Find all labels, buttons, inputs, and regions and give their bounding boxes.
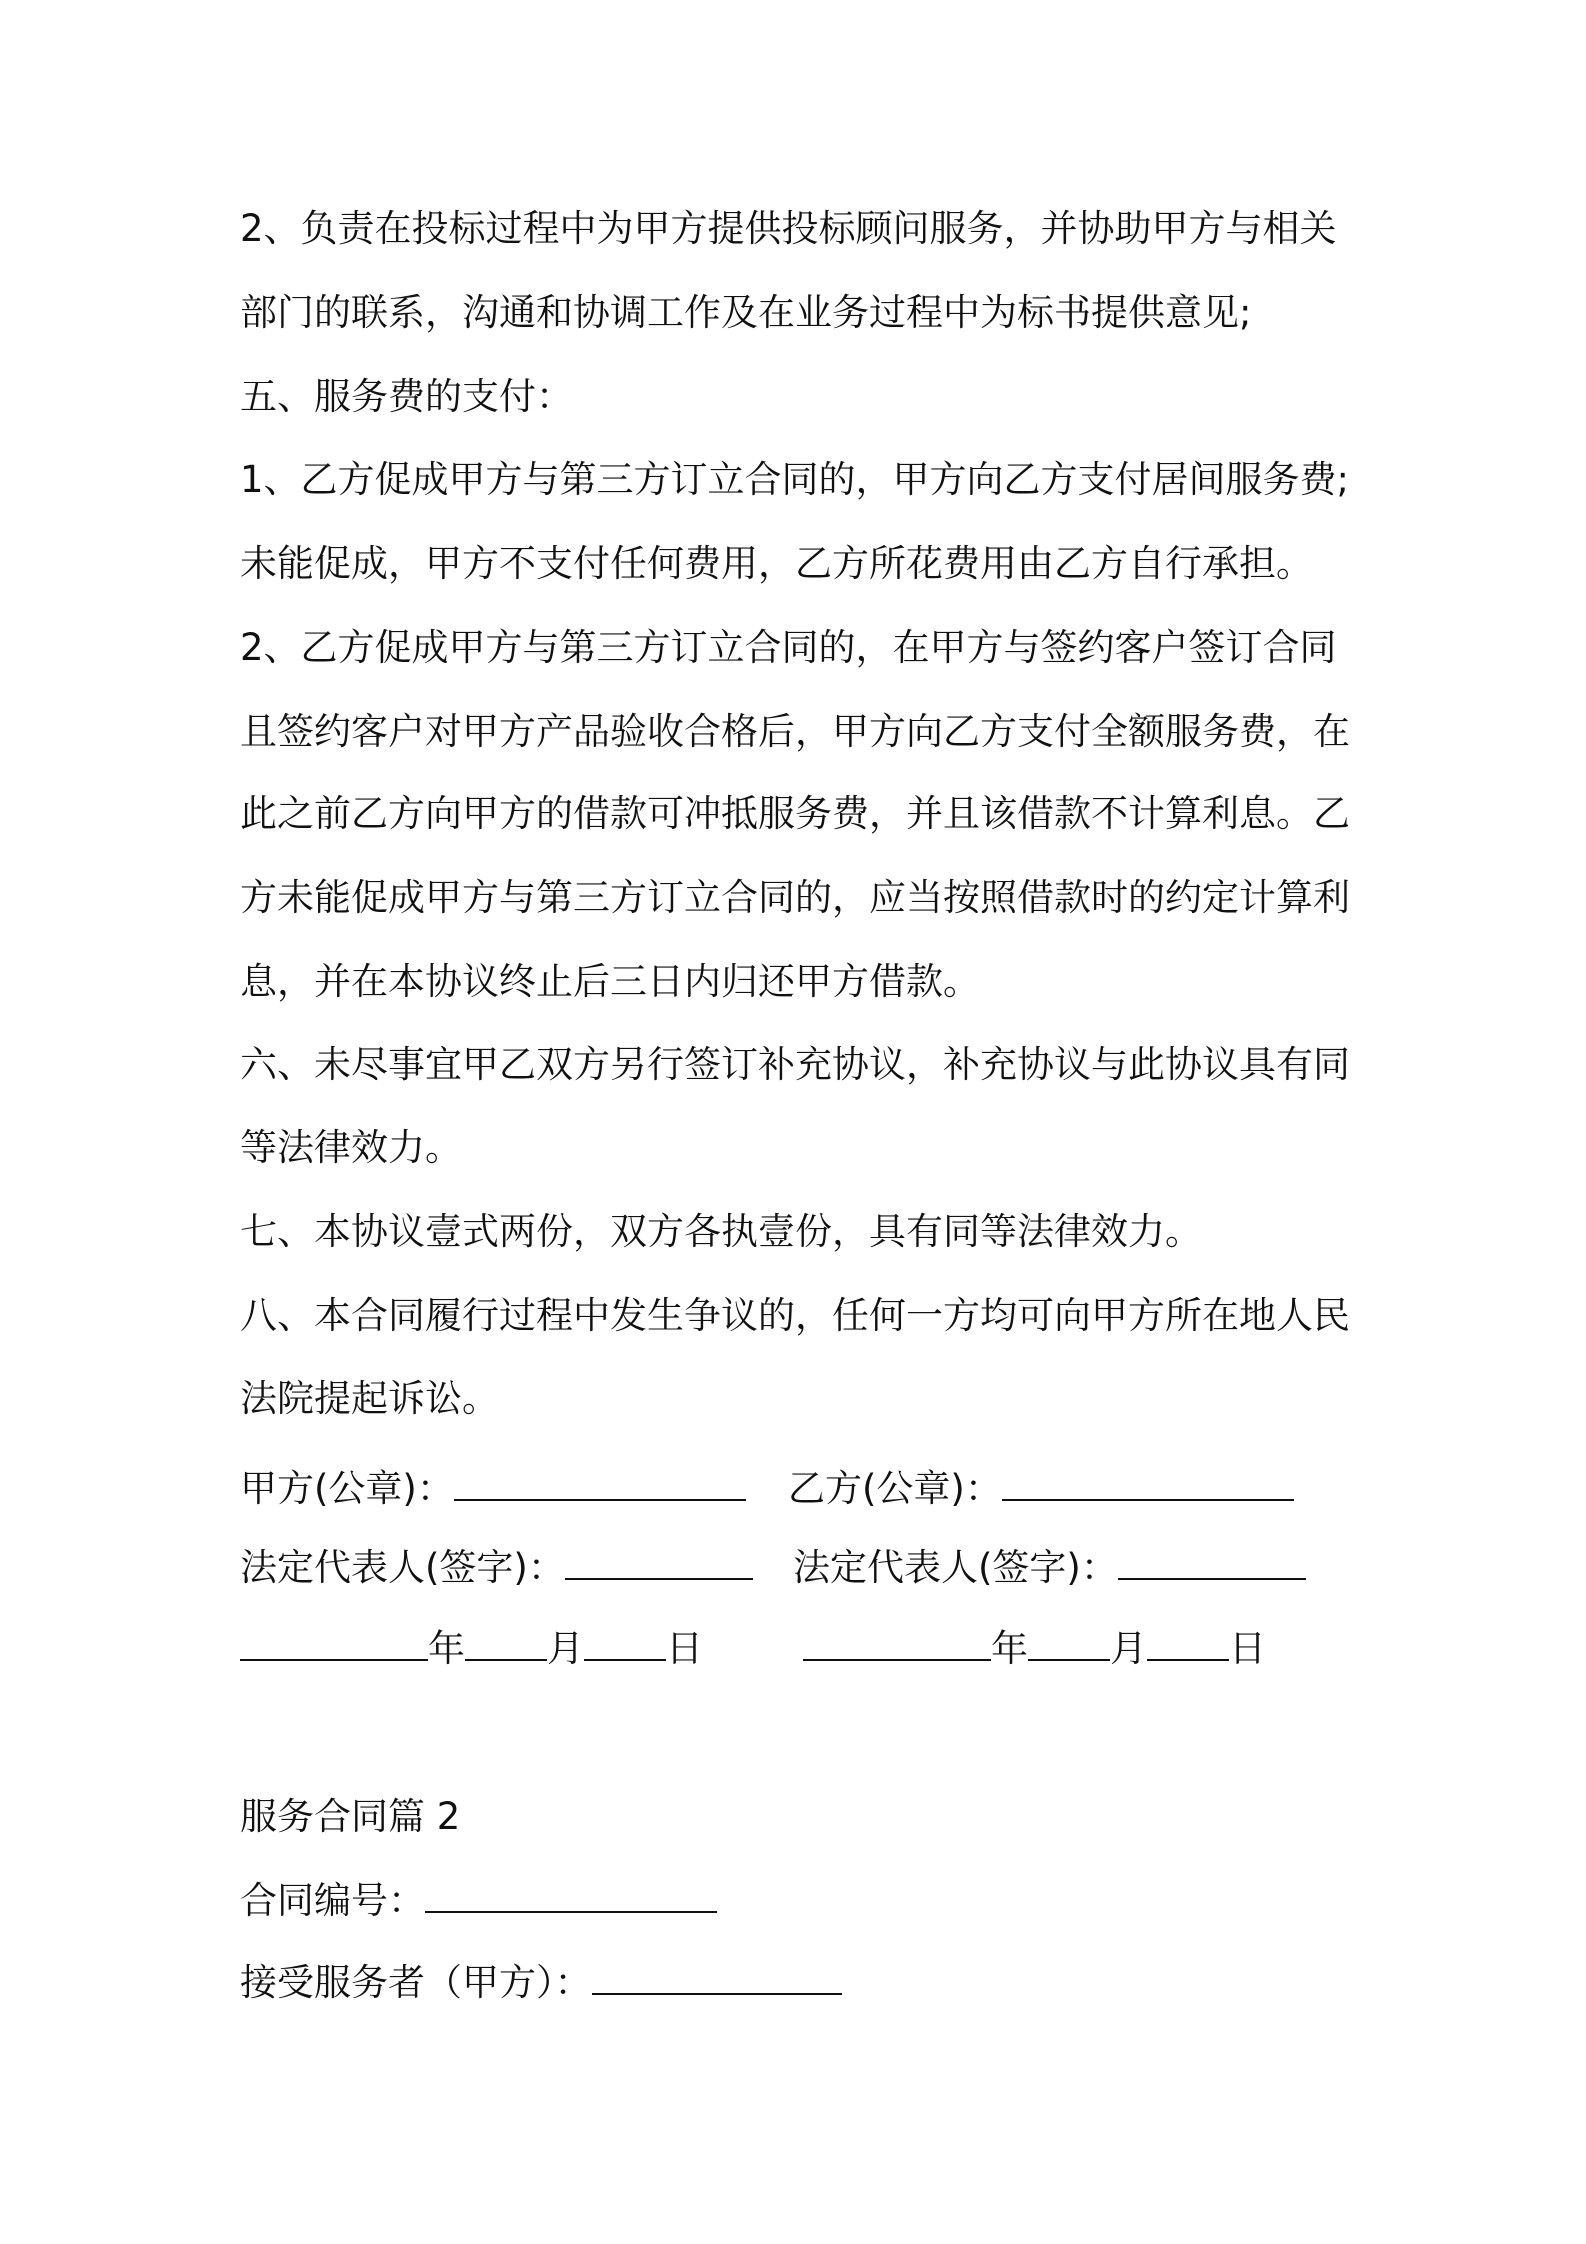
month-label: 月	[547, 1627, 584, 1670]
paragraph-line: 等法律效力。	[240, 1126, 462, 1169]
service-receiver-blank[interactable]	[592, 1959, 842, 1995]
party-b-seal-label: 乙方(公章)：	[788, 1467, 1002, 1510]
paragraph-line: 1、乙方促成甲方与第三方订立合同的，甲方向乙方支付居间服务费;	[240, 458, 1350, 501]
party-b-rep-blank[interactable]	[1118, 1544, 1306, 1580]
paragraph-line: 七、本协议壹式两份，双方各执壹份，具有同等法律效力。	[240, 1210, 1202, 1253]
party-a-date-row	[240, 1624, 703, 1674]
contract-number-blank[interactable]	[425, 1877, 717, 1913]
document-page	[240, 0, 1360, 2244]
month-label: 月	[1110, 1627, 1147, 1670]
section-title: 服务合同篇 2	[240, 1795, 461, 1838]
party-a-seal-label: 甲方(公章)：	[240, 1467, 454, 1510]
year-label: 年	[428, 1627, 465, 1670]
paragraph-line: 法院提起诉讼。	[240, 1377, 499, 1420]
party-b-date-row	[803, 1624, 1266, 1674]
party-a-seal-row	[240, 1464, 746, 1514]
paragraph-line: 未能促成，甲方不支付任何费用，乙方所花费用由乙方自行承担。	[240, 542, 1313, 585]
section-heading: 五、服务费的支付：	[240, 375, 573, 418]
party-b-year-blank[interactable]	[803, 1625, 991, 1661]
paragraph-line: 2、负责在投标过程中为甲方提供投标顾问服务，并协助甲方与相关	[240, 207, 1337, 250]
day-label: 日	[666, 1627, 703, 1670]
party-b-seal-blank[interactable]	[1002, 1465, 1294, 1501]
paragraph-line: 部门的联系，沟通和协调工作及在业务过程中为标书提供意见;	[240, 291, 1252, 334]
party-a-rep-blank[interactable]	[565, 1544, 753, 1580]
party-a-rep-row	[240, 1543, 753, 1593]
paragraph-line: 方未能促成甲方与第三方订立合同的，应当按照借款时的约定计算利	[240, 876, 1350, 919]
paragraph-line: 2、乙方促成甲方与第三方订立合同的，在甲方与签约客户签订合同	[240, 626, 1337, 669]
paragraph-line: 息，并在本协议终止后三日内归还甲方借款。	[240, 960, 980, 1003]
paragraph-line: 且签约客户对甲方产品验收合格后，甲方向乙方支付全额服务费，在	[240, 710, 1350, 753]
paragraph-line: 六、未尽事宜甲乙双方另行签订补充协议，补充协议与此协议具有同	[240, 1043, 1350, 1086]
year-label: 年	[991, 1627, 1028, 1670]
party-a-month-blank[interactable]	[465, 1625, 547, 1661]
party-b-day-blank[interactable]	[1147, 1625, 1229, 1661]
party-a-year-blank[interactable]	[240, 1625, 428, 1661]
paragraph-line: 八、本合同履行过程中发生争议的，任何一方均可向甲方所在地人民	[240, 1294, 1350, 1337]
party-a-seal-blank[interactable]	[454, 1465, 746, 1501]
party-a-rep-label: 法定代表人(签字)：	[240, 1546, 565, 1589]
service-receiver-row	[240, 1958, 842, 2008]
party-b-month-blank[interactable]	[1028, 1625, 1110, 1661]
contract-number-row	[240, 1876, 717, 1926]
party-b-rep-row	[793, 1543, 1306, 1593]
service-receiver-label: 接受服务者（甲方）：	[240, 1961, 592, 2004]
day-label: 日	[1229, 1627, 1266, 1670]
party-a-day-blank[interactable]	[584, 1625, 666, 1661]
contract-number-label: 合同编号：	[240, 1879, 425, 1922]
paragraph-line: 此之前乙方向甲方的借款可冲抵服务费，并且该借款不计算利息。乙	[240, 792, 1350, 835]
party-b-seal-row	[788, 1464, 1294, 1514]
party-b-rep-label: 法定代表人(签字)：	[793, 1546, 1118, 1589]
